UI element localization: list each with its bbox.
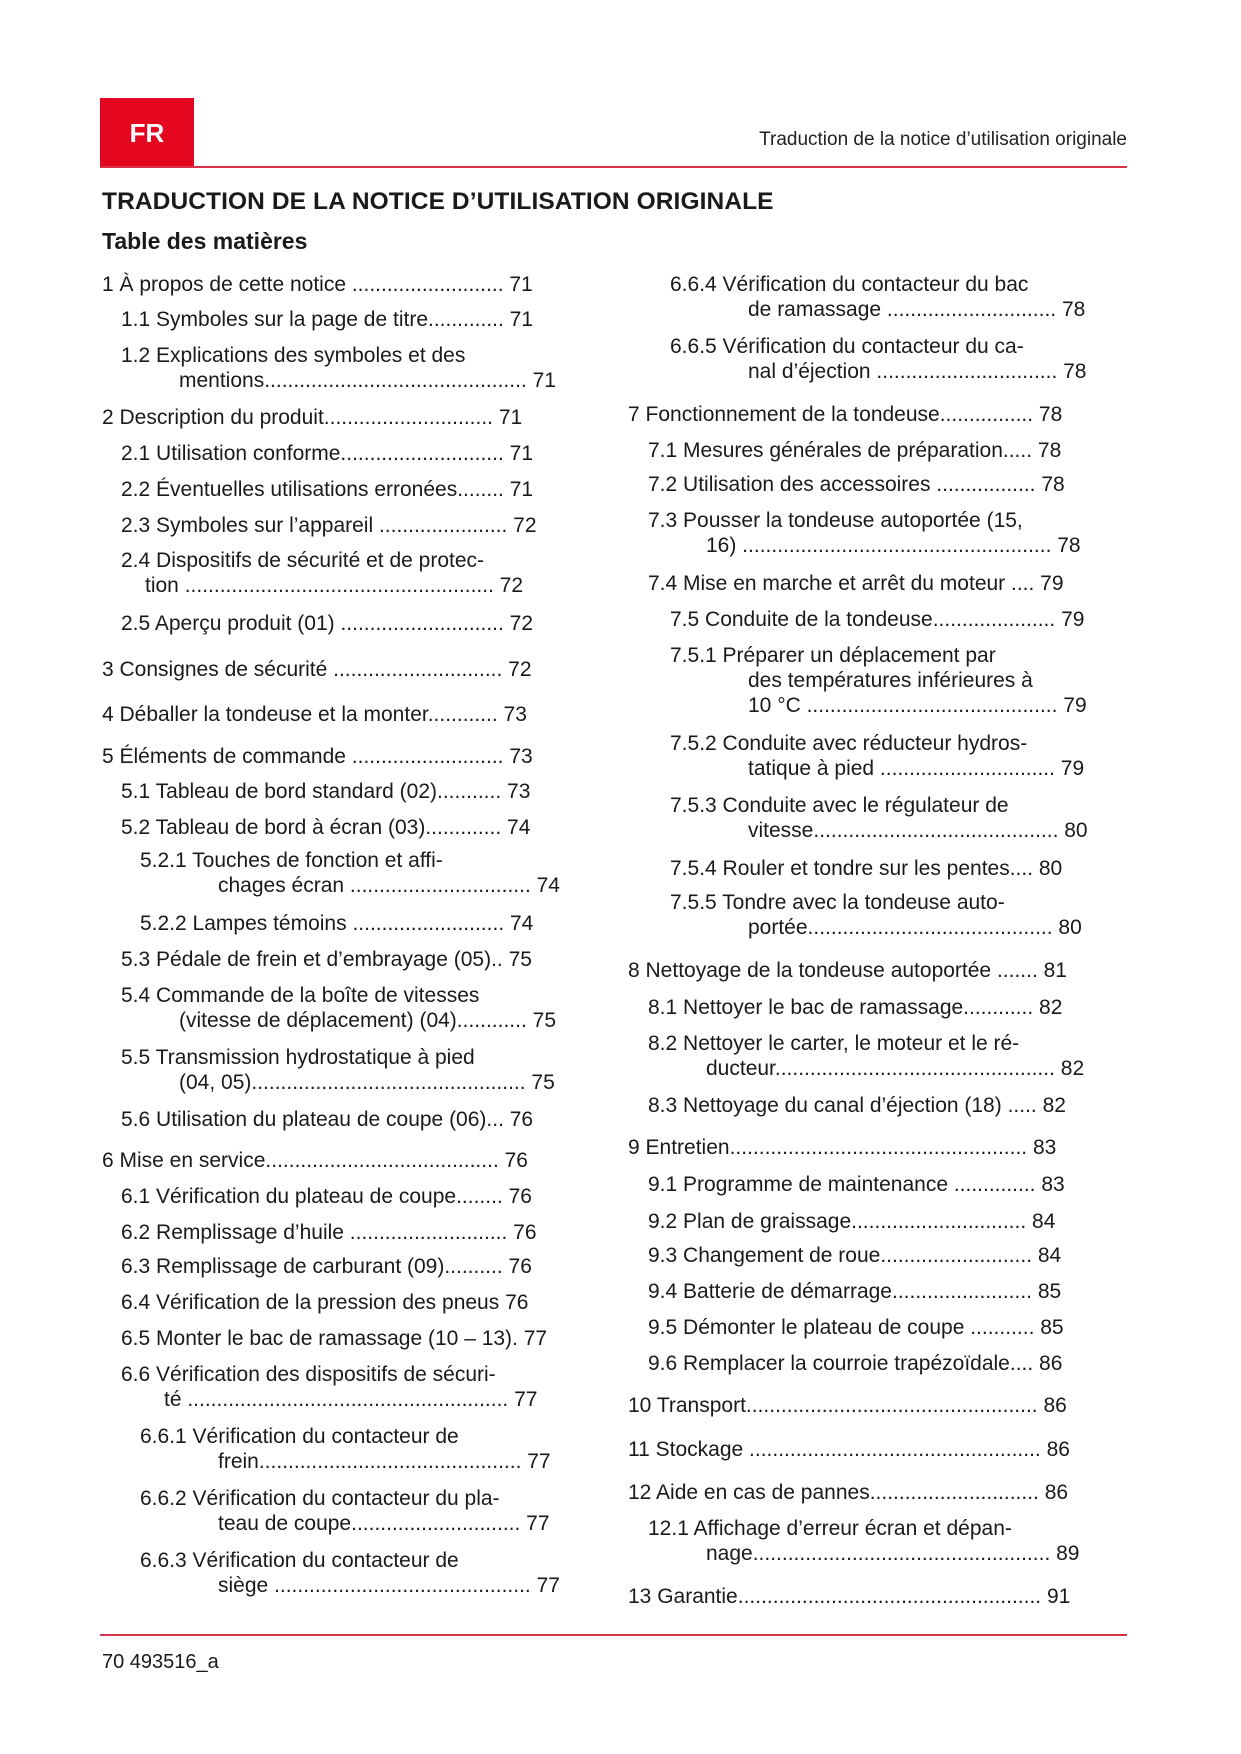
toc-entry[interactable] [121, 1107, 533, 1132]
toc-entry[interactable] [121, 947, 532, 972]
toc-entry[interactable] [121, 611, 533, 636]
toc-entry[interactable] [648, 1351, 1062, 1376]
toc-entry-line: 6.4 Vérification de la pression des pneus 76 [121, 1291, 529, 1314]
toc-entry-line: 13 Garantie.................................................... 91 [628, 1585, 1071, 1608]
toc-entry[interactable] [121, 343, 556, 393]
toc-entry-line: 5.3 Pédale de frein et d’embrayage (05).. 75 [121, 948, 532, 971]
toc-entry-line: 7.5.2 Conduite avec réducteur hydros- [670, 732, 1028, 755]
toc-entry[interactable] [102, 405, 522, 430]
toc-entry[interactable] [670, 334, 1086, 384]
toc-entry-line: 7.5.5 Tondre avec la tondeuse auto- [670, 891, 1005, 914]
toc-entry-line: 10 °C ........................................... 79 [748, 694, 1087, 717]
toc-entry-line: 10 Transport.................................................. 86 [628, 1394, 1067, 1417]
toc-entry-line: 9.1 Programme de maintenance .............. 83 [648, 1173, 1065, 1196]
toc-entry[interactable] [121, 1290, 528, 1315]
toc-entry-line: 8 Nettoyage de la tondeuse autoportée ....... 81 [628, 959, 1067, 982]
toc-entry[interactable] [121, 441, 533, 466]
toc-heading: Table des matières [102, 228, 308, 254]
toc-entry-line: 9.5 Démonter le plateau de coupe ........... 85 [648, 1316, 1064, 1339]
toc-entry-line: 2.3 Symboles sur l’appareil ...................... 72 [121, 514, 537, 537]
toc-entry[interactable] [121, 477, 533, 502]
toc-entry-line: 6.6.4 Vérification du contacteur du bac [670, 273, 1029, 296]
toc-entry[interactable] [648, 508, 1081, 558]
toc-entry-line: 6.1 Vérification du plateau de coupe........ 76 [121, 1185, 532, 1208]
toc-entry-line: 2.5 Aperçu produit (01) ............................ 72 [121, 612, 534, 635]
toc-entry[interactable] [670, 272, 1085, 322]
toc-entry-line: 8.2 Nettoyer le carter, le moteur et le ré- [648, 1032, 1020, 1055]
document-code: 70 493516_a [102, 1651, 219, 1673]
toc-entry-line: 5.4 Commande de la boîte de vitesses [121, 984, 480, 1007]
toc-entry[interactable] [102, 744, 533, 769]
toc-entry[interactable] [121, 1254, 532, 1279]
toc-entry-line: 7.1 Mesures générales de préparation..... 78 [648, 439, 1062, 462]
toc-entry-line: 6.2 Remplissage d’huile ........................... 76 [121, 1221, 537, 1244]
toc-entry-line: 7.5.4 Rouler et tondre sur les pentes.... 80 [670, 857, 1063, 880]
toc-entry-line: 9.4 Batterie de démarrage........................ 85 [648, 1280, 1062, 1303]
toc-entry[interactable] [648, 1172, 1065, 1197]
toc-entry-line: 2.4 Dispositifs de sécurité et de protec- [121, 549, 485, 572]
toc-entry[interactable] [102, 702, 527, 727]
toc-entry-line: 5.6 Utilisation du plateau de coupe (06)... 76 [121, 1108, 534, 1131]
toc-entry[interactable] [121, 307, 533, 332]
header-title: Traduction de la notice d’utilisation originale [759, 129, 1127, 150]
toc-entry-line: 6 Mise en service........................................ 76 [102, 1149, 528, 1172]
toc-entry[interactable] [648, 1093, 1066, 1118]
toc-entry-line: té ....................................................... 77 [164, 1388, 538, 1411]
toc-entry[interactable] [670, 793, 1088, 843]
page-title: TRADUCTION DE LA NOTICE D’UTILISATION ORIGINALE [102, 188, 774, 215]
toc-entry[interactable] [670, 643, 1087, 718]
toc-entry-line: 7.5 Conduite de la tondeuse..................... 79 [670, 608, 1085, 631]
toc-entry-line: nage................................................... 89 [706, 1542, 1080, 1565]
toc-entry-line: teau de coupe............................. 77 [218, 1512, 550, 1535]
toc-entry-line: 4 Déballer la tondeuse et la monter............ 73 [102, 703, 527, 726]
toc-entry[interactable] [648, 1031, 1084, 1081]
toc-entry[interactable] [648, 995, 1062, 1020]
toc-entry-line: 9.3 Changement de roue.......................... 84 [648, 1244, 1062, 1267]
toc-entry-line: 11 Stockage .................................................. 86 [628, 1438, 1070, 1461]
toc-entry[interactable] [140, 911, 533, 936]
toc-entry[interactable] [140, 1548, 560, 1598]
toc-entry-line: 7.3 Pousser la tondeuse autoportée (15, [648, 509, 1023, 532]
toc-entry-line: (04, 05)............................................... 75 [179, 1071, 555, 1094]
toc-entry-line: 3 Consignes de sécurité ............................. 72 [102, 658, 532, 681]
toc-entry[interactable] [628, 402, 1062, 427]
toc-entry-line: 6.6.5 Vérification du contacteur du ca- [670, 335, 1024, 358]
toc-entry-line: 12 Aide en cas de pannes............................. 86 [628, 1481, 1069, 1504]
toc-entry[interactable] [628, 1480, 1068, 1505]
toc-entry-line: tatique à pied .............................. 79 [748, 757, 1085, 780]
toc-entry-line: frein............................................. 77 [218, 1450, 551, 1473]
toc-entry[interactable] [102, 1148, 528, 1173]
toc-entry-line: 5 Éléments de commande .......................... 73 [102, 745, 533, 768]
toc-entry-line: ducteur................................................ 82 [706, 1057, 1085, 1080]
toc-entry[interactable] [140, 1424, 551, 1474]
toc-entry[interactable] [648, 438, 1061, 463]
toc-entry[interactable] [648, 571, 1064, 596]
toc-entry-line: 7.4 Mise en marche et arrêt du moteur .... 79 [648, 572, 1064, 595]
toc-entry[interactable] [121, 513, 537, 538]
toc-entry[interactable] [121, 1326, 547, 1351]
toc-entry-line: 1 À propos de cette notice .......................... 71 [102, 273, 533, 296]
toc-entry-line: 9 Entretien................................................... 83 [628, 1136, 1057, 1159]
toc-entry-line: siège ............................................ 77 [218, 1574, 560, 1597]
toc-entry[interactable] [628, 1135, 1056, 1160]
toc-entry-line: 6.6.1 Vérification du contacteur de [140, 1425, 459, 1448]
toc-entry[interactable] [648, 1516, 1079, 1566]
toc-entry-line: tion ..................................................... 72 [145, 574, 524, 597]
toc-entry-line: nal d’éjection ............................... 78 [748, 360, 1087, 383]
toc-entry-line: 7.2 Utilisation des accessoires ................. 78 [648, 473, 1065, 496]
toc-entry[interactable] [648, 1315, 1064, 1340]
toc-entry[interactable] [648, 1243, 1061, 1268]
toc-entry[interactable] [628, 1437, 1070, 1462]
toc-entry[interactable] [102, 272, 533, 297]
toc-entry[interactable] [140, 848, 560, 898]
toc-entry-line: 7.5.3 Conduite avec le régulateur de [670, 794, 1009, 817]
toc-entry-line: 5.1 Tableau de bord standard (02)........... 73 [121, 780, 531, 803]
toc-entry-line: 5.2.2 Lampes témoins .......................... 74 [140, 912, 534, 935]
toc-entry-line: 5.2 Tableau de bord à écran (03)............. 74 [121, 816, 531, 839]
toc-entry-line: portée.......................................... 80 [748, 916, 1082, 939]
toc-entry-line: 9.6 Remplacer la courroie trapézoïdale.... 86 [648, 1352, 1063, 1375]
toc-entry-line: 1.1 Symboles sur la page de titre............. 71 [121, 308, 534, 331]
toc-entry-line: 5.5 Transmission hydrostatique à pied [121, 1046, 475, 1069]
toc-entry[interactable] [628, 1584, 1070, 1609]
toc-entry-line: 8.3 Nettoyage du canal d’éjection (18) ..... 82 [648, 1094, 1066, 1117]
toc-entry[interactable] [121, 779, 530, 804]
toc-entry-line: 6.6 Vérification des dispositifs de sécuri- [121, 1363, 496, 1386]
footer-divider [100, 1634, 1127, 1636]
toc-entry-line: 2 Description du produit............................. 71 [102, 406, 523, 429]
toc-entry-line: 2.2 Éventuelles utilisations erronées........ 71 [121, 478, 534, 501]
language-tab: FR [100, 98, 194, 168]
toc-entry[interactable] [121, 1362, 537, 1412]
toc-entry-line: mentions............................................. 71 [179, 369, 556, 392]
toc-entry[interactable] [670, 731, 1084, 781]
toc-entry[interactable] [648, 1279, 1061, 1304]
toc-entry[interactable] [121, 983, 556, 1033]
header-divider [100, 166, 1127, 168]
toc-entry[interactable] [670, 856, 1062, 881]
toc-entry[interactable] [648, 1209, 1055, 1234]
toc-entry-line: 2.1 Utilisation conforme............................ 71 [121, 442, 533, 465]
toc-entry[interactable] [670, 890, 1082, 940]
toc-entry-line: 8.1 Nettoyer le bac de ramassage............ 82 [648, 996, 1063, 1019]
toc-entry-line: (vitesse de déplacement) (04)............ 75 [179, 1009, 557, 1032]
toc-entry[interactable] [140, 1486, 550, 1536]
toc-entry[interactable] [121, 1220, 537, 1245]
toc-entry-line: 7 Fonctionnement de la tondeuse................ 78 [628, 403, 1063, 426]
toc-entry-line: des températures inférieures à [748, 669, 1033, 692]
toc-entry-line: 6.6.3 Vérification du contacteur de [140, 1549, 459, 1572]
toc-entry-line: 5.2.1 Touches de fonction et affi- [140, 849, 443, 872]
toc-entry-line: 16) ..................................................... 78 [706, 534, 1081, 557]
toc-entry-line: chages écran ............................... 74 [218, 874, 560, 897]
toc-entry-line: 1.2 Explications des symboles et des [121, 344, 466, 367]
toc-entry-line: de ramassage ............................. 78 [748, 298, 1086, 321]
toc-entry[interactable] [670, 607, 1084, 632]
toc-entry-line: 9.2 Plan de graissage.............................. 84 [648, 1210, 1056, 1233]
toc-entry[interactable] [102, 657, 532, 682]
toc-entry-line: 12.1 Affichage d’erreur écran et dépan- [648, 1517, 1012, 1540]
toc-entry[interactable] [628, 1393, 1067, 1418]
toc-entry[interactable] [648, 472, 1065, 497]
toc-entry-line: 7.5.1 Préparer un déplacement par [670, 644, 996, 667]
toc-entry[interactable] [628, 958, 1067, 983]
toc-entry-line: vitesse.......................................... 80 [748, 819, 1088, 842]
toc-entry-line: 6.5 Monter le bac de ramassage (10 – 13). 77 [121, 1327, 548, 1350]
toc-entry[interactable] [121, 815, 530, 840]
toc-entry-line: 6.3 Remplissage de carburant (09).......... 76 [121, 1255, 532, 1278]
toc-entry-line: 6.6.2 Vérification du contacteur du pla- [140, 1487, 500, 1510]
toc-entry[interactable] [121, 548, 523, 598]
toc-entry[interactable] [121, 1184, 532, 1209]
toc-entry[interactable] [121, 1045, 555, 1095]
